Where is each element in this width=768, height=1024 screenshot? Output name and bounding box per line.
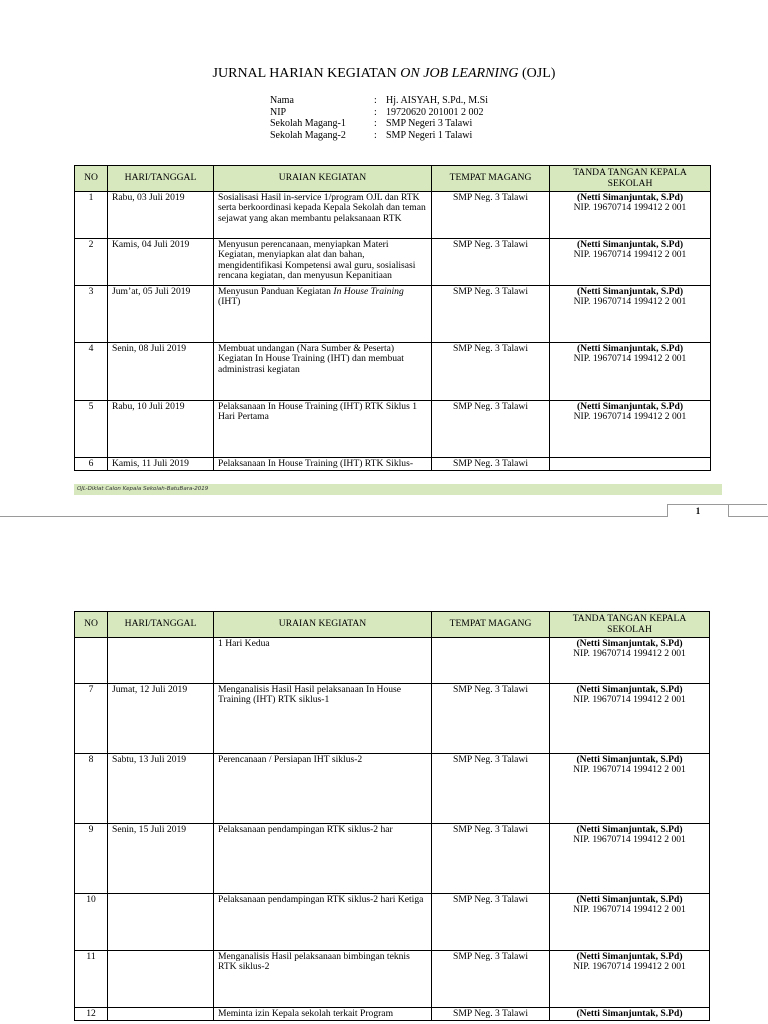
title-suffix-text: (OJL) <box>518 66 556 81</box>
footer-bar <box>74 484 722 495</box>
signature-nip: NIP. 19670714 199412 2 001 <box>573 648 686 660</box>
info-label: Nama <box>270 95 294 106</box>
cell-uraian-kegiatan <box>214 894 432 951</box>
cell-tempat-magang: SMP Neg. 3 Talawi <box>432 239 550 286</box>
cell-hari-tanggal: Kamis, 11 Juli 2019 <box>108 458 214 471</box>
cell-tanda-tangan <box>550 343 711 401</box>
cell-uraian-kegiatan <box>214 343 432 401</box>
table-header-row <box>75 612 710 638</box>
signature-name: (Netti Simanjuntak, S.Pd) <box>576 401 684 412</box>
table-row <box>75 824 710 894</box>
info-sep: : <box>374 95 377 106</box>
cell-no: 1 <box>75 192 108 239</box>
header-uraian-kegiatan: URAIAN KEGIATAN <box>214 612 432 638</box>
uraian-text: Pelaksanaan pendampingan RTK siklus-2 har <box>218 824 393 835</box>
header-uraian-kegiatan: URAIAN KEGIATAN <box>214 166 432 192</box>
cell-uraian-kegiatan <box>214 239 432 286</box>
signature-nip: NIP. 19670714 199412 2 001 <box>573 353 687 365</box>
table-row <box>75 192 711 239</box>
cell-tanda-tangan <box>550 824 710 894</box>
cell-hari-tanggal: Kamis, 04 Juli 2019 <box>108 239 214 286</box>
table-row <box>75 1008 710 1021</box>
cell-uraian-kegiatan <box>214 951 432 1008</box>
title-italic-text: ON JOB LEARNING <box>400 66 519 81</box>
info-sep: : <box>374 129 377 141</box>
page-number: 1 <box>667 504 729 517</box>
uraian-text: Menganalisis Hasil Hasil pelaksanaan In House Training (IHT) RTK siklus-1 <box>218 684 402 706</box>
table-row <box>75 684 710 754</box>
cell-tempat-magang: SMP Neg. 3 Talawi <box>432 343 550 401</box>
cell-uraian-kegiatan <box>214 401 432 458</box>
cell-tempat-magang <box>432 638 550 684</box>
cell-tanda-tangan <box>550 754 710 824</box>
cell-hari-tanggal: Jumat, 12 Juli 2019 <box>108 684 214 754</box>
cell-hari-tanggal <box>108 951 214 1008</box>
signature-nip: NIP. 19670714 199412 2 001 <box>573 834 686 846</box>
cell-uraian-kegiatan <box>214 638 432 684</box>
header-tanda-tangan: TANDA TANGAN KEPALA SEKOLAH <box>550 612 710 638</box>
cell-no: 9 <box>75 824 108 894</box>
cell-tanda-tangan <box>550 239 711 286</box>
title-text: JURNAL HARIAN KEGIATAN <box>212 66 401 81</box>
cell-hari-tanggal: Rabu, 10 Juli 2019 <box>108 401 214 458</box>
cell-no: 5 <box>75 401 108 458</box>
identity-block <box>270 95 488 141</box>
table-row <box>75 239 711 286</box>
info-row <box>270 107 488 119</box>
cell-uraian-kegiatan <box>214 286 432 343</box>
table-row <box>75 894 710 951</box>
cell-tempat-magang: SMP Neg. 3 Talawi <box>432 286 550 343</box>
table-header-row <box>75 166 711 192</box>
cell-hari-tanggal <box>108 1008 214 1021</box>
cell-tempat-magang: SMP Neg. 3 Talawi <box>432 754 550 824</box>
uraian-text: Pelaksanaan In House Training (IHT) RTK Siklus 1 Hari Pertama <box>218 401 418 423</box>
cell-no <box>75 638 108 684</box>
info-value: SMP Negeri 3 Talawi <box>386 118 473 129</box>
journal-table-page-1 <box>74 165 711 471</box>
cell-tanda-tangan <box>550 1008 710 1021</box>
header-tempat-magang: TEMPAT MAGANG <box>432 612 550 638</box>
signature-name: (Netti Simanjuntak, S.Pd) <box>576 286 684 297</box>
table-row <box>75 286 711 343</box>
cell-hari-tanggal: Sabtu, 13 Juli 2019 <box>108 754 214 824</box>
signature-name: (Netti Simanjuntak, S.Pd) <box>576 239 684 250</box>
cell-hari-tanggal: Jum’at, 05 Juli 2019 <box>108 286 214 343</box>
cell-tempat-magang: SMP Neg. 3 Talawi <box>432 458 550 471</box>
cell-hari-tanggal: Senin, 15 Juli 2019 <box>108 824 214 894</box>
uraian-text: Meminta izin Kepala sekolah terkait Program <box>218 1008 394 1019</box>
uraian-text: Menyusun Panduan Kegiatan <box>218 286 334 297</box>
cell-tempat-magang: SMP Neg. 3 Talawi <box>432 192 550 239</box>
info-row <box>270 130 488 142</box>
page-number-tab-edge <box>727 504 767 505</box>
signature-nip: NIP. 19670714 199412 2 001 <box>573 296 687 308</box>
table-row <box>75 401 711 458</box>
header-tanda-tangan: TANDA TANGAN KEPALA SEKOLAH <box>550 166 711 192</box>
cell-tanda-tangan <box>550 638 710 684</box>
cell-hari-tanggal: Senin, 08 Juli 2019 <box>108 343 214 401</box>
signature-name: (Netti Simanjuntak, S.Pd) <box>576 1008 683 1019</box>
cell-no: 11 <box>75 951 108 1008</box>
table-row <box>75 343 711 401</box>
signature-name: (Netti Simanjuntak, S.Pd) <box>576 824 683 835</box>
info-row <box>270 118 488 130</box>
uraian-text: Menganalisis Hasil pelaksanaan bimbingan teknis RTK siklus-2 <box>218 951 410 973</box>
table-row <box>75 638 710 684</box>
info-value: SMP Negeri 1 Talawi <box>386 129 473 141</box>
table-body-page-1 <box>75 192 711 471</box>
signature-name: (Netti Simanjuntak, S.Pd) <box>576 754 683 765</box>
uraian-text: Menyusun perencanaan, menyiapkan Materi Kegiatan, menyiapkan alat dan bahan, mengidentifikasi Kompetensi awal guru, sosialisasi rencana kegiatan, dan menyusun Kepanitiaan <box>218 239 416 282</box>
cell-no: 12 <box>75 1008 108 1021</box>
cell-no: 3 <box>75 286 108 343</box>
signature-nip: NIP. 19670714 199412 2 001 <box>573 411 687 423</box>
signature-name: (Netti Simanjuntak, S.Pd) <box>576 894 683 905</box>
cell-no: 6 <box>75 458 108 471</box>
cell-uraian-kegiatan <box>214 458 432 471</box>
cell-tempat-magang: SMP Neg. 3 Talawi <box>432 894 550 951</box>
signature-name: (Netti Simanjuntak, S.Pd) <box>576 192 684 203</box>
cell-no: 7 <box>75 684 108 754</box>
table-row <box>75 458 711 471</box>
uraian-text: Sosialisasi Hasil in-service 1/program OJL dan RTK serta berkoordinasi kepada Kepala Sekolah dan teman sejawat yang akan membantu pelaksanaan RTK <box>218 192 426 224</box>
header-hari-tanggal: HARI/TANGGAL <box>108 166 214 192</box>
cell-uraian-kegiatan <box>214 192 432 239</box>
cell-uraian-kegiatan <box>214 684 432 754</box>
signature-nip: NIP. 19670714 199412 2 001 <box>573 961 686 973</box>
cell-tempat-magang: SMP Neg. 3 Talawi <box>432 684 550 754</box>
table-row <box>75 951 710 1008</box>
page-separator <box>0 516 768 517</box>
info-label: Sekolah Magang-1 <box>270 118 346 129</box>
cell-tanda-tangan <box>550 684 710 754</box>
cell-no: 4 <box>75 343 108 401</box>
uraian-tail-text: (IHT) <box>218 296 241 308</box>
signature-nip: NIP. 19670714 199412 2 001 <box>573 764 686 776</box>
header-hari-tanggal: HARI/TANGGAL <box>108 612 214 638</box>
header-no: NO <box>75 166 108 192</box>
cell-tanda-tangan <box>550 894 710 951</box>
info-value: Hj. AISYAH, S.Pd., M.Si <box>386 95 488 106</box>
cell-tempat-magang: SMP Neg. 3 Talawi <box>432 401 550 458</box>
cell-uraian-kegiatan <box>214 754 432 824</box>
table-body-page-2 <box>75 638 710 1021</box>
header-no: NO <box>75 612 108 638</box>
cell-uraian-kegiatan <box>214 824 432 894</box>
uraian-italic-text: In House Training <box>333 286 404 297</box>
uraian-text: 1 Hari Kedua <box>218 638 270 649</box>
cell-no: 10 <box>75 894 108 951</box>
signature-nip: NIP. 19670714 199412 2 001 <box>573 694 686 706</box>
uraian-text: Membuat undangan (Nara Sumber & Peserta) Kegiatan In House Training (IHT) dan membuat administrasi kegiatan <box>218 343 404 375</box>
signature-nip: NIP. 19670714 199412 2 001 <box>573 202 687 214</box>
uraian-text: Pelaksanaan pendampingan RTK siklus-2 hari Ketiga <box>218 894 424 905</box>
info-label: NIP <box>270 106 287 118</box>
cell-tempat-magang: SMP Neg. 3 Talawi <box>432 951 550 1008</box>
signature-name: (Netti Simanjuntak, S.Pd) <box>576 951 683 962</box>
signature-name: (Netti Simanjuntak, S.Pd) <box>576 638 683 649</box>
header-tempat-magang: TEMPAT MAGANG <box>432 166 550 192</box>
cell-tanda-tangan <box>550 286 711 343</box>
cell-tanda-tangan <box>550 458 711 471</box>
footer-text: OJL-Diklat Calon Kepala Sekolah-BatuBara-2019 <box>77 486 209 492</box>
info-sep: : <box>374 118 377 129</box>
cell-tempat-magang: SMP Neg. 3 Talawi <box>432 1008 550 1021</box>
cell-no: 8 <box>75 754 108 824</box>
cell-tanda-tangan <box>550 192 711 239</box>
signature-nip: NIP. 19670714 199412 2 001 <box>573 904 686 916</box>
cell-no: 2 <box>75 239 108 286</box>
uraian-text: Pelaksanaan In House Training (IHT) RTK Siklus- <box>218 458 414 469</box>
signature-nip: NIP. 19670714 199412 2 001 <box>573 249 687 261</box>
cell-uraian-kegiatan <box>214 1008 432 1021</box>
cell-hari-tanggal <box>108 894 214 951</box>
cell-tanda-tangan <box>550 951 710 1008</box>
cell-tempat-magang: SMP Neg. 3 Talawi <box>432 824 550 894</box>
info-label: Sekolah Magang-2 <box>270 129 346 141</box>
cell-tanda-tangan <box>550 401 711 458</box>
uraian-text: Perencanaan / Persiapan IHT siklus-2 <box>218 754 363 765</box>
journal-table-page-2 <box>74 611 710 1021</box>
signature-name: (Netti Simanjuntak, S.Pd) <box>576 343 684 354</box>
info-value: 19720620 201001 2 002 <box>386 106 484 118</box>
cell-hari-tanggal: Rabu, 03 Juli 2019 <box>108 192 214 239</box>
table-row <box>75 754 710 824</box>
document-title <box>0 66 768 82</box>
info-row <box>270 95 488 107</box>
cell-hari-tanggal <box>108 638 214 684</box>
signature-name: (Netti Simanjuntak, S.Pd) <box>576 684 683 695</box>
info-sep: : <box>374 106 377 118</box>
